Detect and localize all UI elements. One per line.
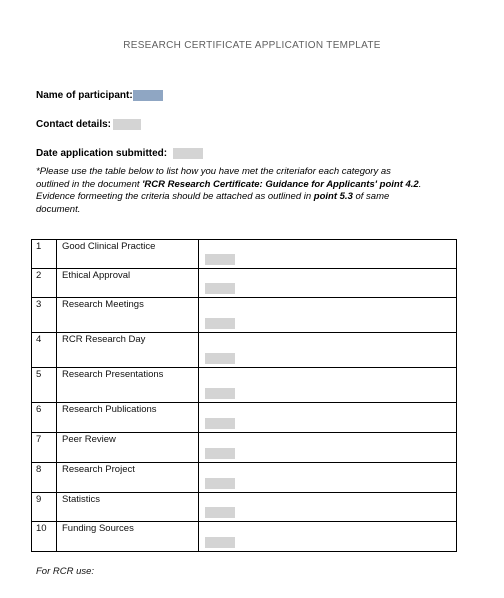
- contact-label: Contact details:: [36, 119, 112, 130]
- evidence-cell: [199, 522, 457, 552]
- footer-note: For RCR use:: [36, 566, 95, 577]
- row-number: 9: [32, 493, 57, 522]
- date-input[interactable]: [173, 148, 203, 159]
- category-label: RCR Research Day: [57, 333, 199, 368]
- evidence-input[interactable]: [205, 418, 235, 429]
- date-label: Date application submitted:: [36, 148, 168, 159]
- instructions-line: document.: [36, 203, 81, 215]
- instructions-line: *Please use the table below to list how you have met the criteriafor each category as: [36, 166, 391, 177]
- document-title: RESEARCH CERTIFICATE APPLICATION TEMPLATE: [123, 40, 381, 51]
- categories-table: [31, 239, 457, 552]
- evidence-input[interactable]: [205, 478, 235, 489]
- evidence-cell: [199, 433, 457, 463]
- table-row: [32, 240, 457, 269]
- row-number: 6: [32, 403, 57, 433]
- row-number: 10: [32, 522, 57, 552]
- row-number: 7: [32, 433, 57, 463]
- guidance-reference: 'RCR Research Certificate: Guidance for Applicants' point 4.2: [142, 178, 419, 190]
- date-field: [36, 148, 203, 159]
- category-label: Research Project: [57, 463, 199, 493]
- evidence-input[interactable]: [205, 537, 235, 548]
- participant-field: [36, 90, 163, 101]
- category-label: Research Meetings: [57, 298, 199, 333]
- evidence-cell: [199, 368, 457, 403]
- category-label: Funding Sources: [57, 522, 199, 552]
- table-row: [32, 522, 457, 552]
- row-number: 2: [32, 269, 57, 298]
- evidence-input[interactable]: [205, 353, 235, 364]
- row-number: 8: [32, 463, 57, 493]
- table-row: [32, 493, 457, 522]
- evidence-input[interactable]: [205, 448, 235, 459]
- instructions-line: Evidence formeeting the criteria should be attached as outlined in point 5.3 of same: [36, 191, 390, 202]
- evidence-cell: [199, 240, 457, 269]
- evidence-input[interactable]: [205, 388, 235, 399]
- table-row: [32, 269, 457, 298]
- evidence-input[interactable]: [205, 507, 235, 518]
- category-label: Research Publications: [57, 403, 199, 433]
- row-number: 3: [32, 298, 57, 333]
- participant-input[interactable]: [133, 90, 163, 101]
- evidence-input[interactable]: [205, 254, 235, 265]
- contact-field: [36, 119, 141, 130]
- category-label: Peer Review: [57, 433, 199, 463]
- table-row: [32, 463, 457, 493]
- evidence-cell: [199, 269, 457, 298]
- instructions: [36, 166, 466, 216]
- evidence-cell: [199, 333, 457, 368]
- row-number: 1: [32, 240, 57, 269]
- evidence-input[interactable]: [205, 318, 235, 329]
- table-row: [32, 368, 457, 403]
- evidence-input[interactable]: [205, 283, 235, 294]
- contact-input[interactable]: [113, 119, 141, 130]
- row-number: 5: [32, 368, 57, 403]
- evidence-cell: [199, 463, 457, 493]
- row-number: 4: [32, 333, 57, 368]
- table-row: [32, 298, 457, 333]
- category-label: Ethical Approval: [57, 269, 199, 298]
- evidence-cell: [199, 298, 457, 333]
- participant-label: Name of participant:: [36, 90, 133, 101]
- point-reference: point 5.3: [313, 191, 353, 202]
- category-label: Research Presentations: [57, 368, 199, 403]
- instructions-line: outlined in the document 'RCR Research Certificate: Guidance for Applicants' point 4.2.: [36, 178, 422, 190]
- table-row: [32, 403, 457, 433]
- table-row: [32, 433, 457, 463]
- evidence-cell: [199, 403, 457, 433]
- category-label: Statistics: [57, 493, 199, 522]
- category-label: Good Clinical Practice: [57, 240, 199, 269]
- evidence-cell: [199, 493, 457, 522]
- table-row: [32, 333, 457, 368]
